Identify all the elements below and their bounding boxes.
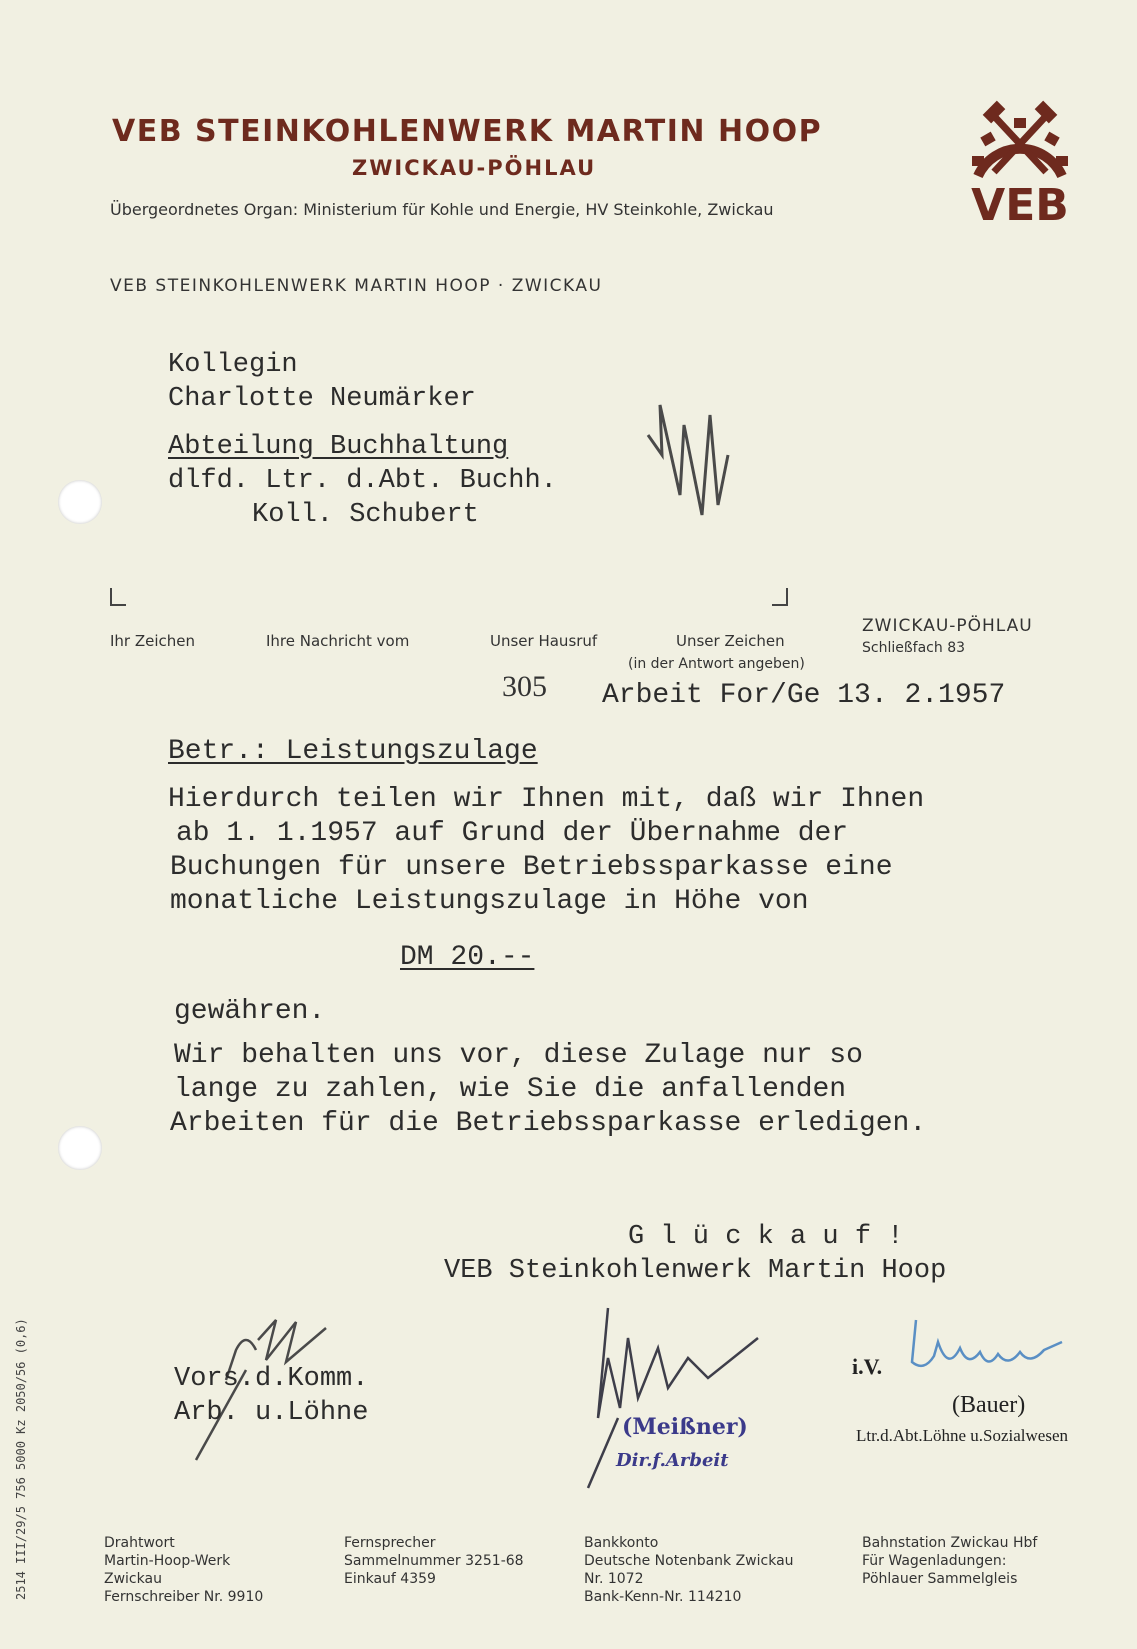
recipient-line-4: dlfd. Ltr. d.Abt. Buchh. bbox=[168, 466, 557, 496]
amount-line: DM 20.-- bbox=[400, 942, 535, 973]
footer-text: Fernschreiber Nr. 9910 bbox=[104, 1589, 264, 1605]
footer-text: Drahtwort bbox=[104, 1535, 175, 1551]
footer-text: Nr. 1072 bbox=[584, 1571, 644, 1587]
label-ihr-zeichen: Ihr Zeichen bbox=[110, 632, 196, 650]
body-line-3: Buchungen für unsere Betriebssparkasse eine bbox=[170, 852, 893, 883]
body-line-7: lange zu zahlen, wie Sie die anfallenden bbox=[174, 1074, 847, 1105]
return-address-line: VEB STEINKOHLENWERK MARTIN HOOP · ZWICKAU bbox=[110, 276, 603, 296]
footer-text: Zwickau bbox=[104, 1571, 162, 1587]
label-antwort-note: (in der Antwort angeben) bbox=[628, 656, 805, 672]
footer-text: Martin-Hoop-Werk bbox=[104, 1553, 231, 1569]
right-signature bbox=[904, 1312, 1074, 1402]
recipient-line-2: Charlotte Neumärker bbox=[168, 384, 476, 414]
closing-company: VEB Steinkohlenwerk Martin Hoop bbox=[444, 1256, 947, 1286]
right-signatory-name: (Bauer) bbox=[952, 1392, 1026, 1418]
side-print: 2514 III/29/5 756 5000 Kz 2050/56 (0,6) bbox=[14, 1318, 28, 1600]
right-iv: i.V. bbox=[852, 1354, 883, 1379]
body-line-1: Hierdurch teilen wir Ihnen mit, daß wir Ihnen bbox=[168, 784, 925, 815]
label-place: ZWICKAU-PÖHLAU bbox=[862, 616, 1033, 636]
label-ihre-nachricht: Ihre Nachricht vom bbox=[266, 632, 410, 650]
body-line-8: Arbeiten für die Betriebssparkasse erledigen. bbox=[170, 1108, 927, 1139]
body-line-6: Wir behalten uns vor, diese Zulage nur so bbox=[174, 1040, 863, 1071]
label-postbox: Schließfach 83 bbox=[862, 640, 966, 656]
footer-text: Für Wagenladungen: bbox=[862, 1553, 1007, 1569]
logo-text: VEB bbox=[971, 180, 1069, 226]
recipient-department: Abteilung Buchhaltung bbox=[168, 432, 509, 462]
footer-text: Pöhlauer Sammelgleis bbox=[862, 1571, 1018, 1587]
punch-hole-top bbox=[58, 480, 102, 524]
left-signatory-line-2: Arb. u.Löhne bbox=[174, 1398, 369, 1428]
left-signatory-line-1: Vors.d.Komm. bbox=[174, 1364, 369, 1394]
footer-phone bbox=[344, 1534, 524, 1588]
right-signatory-title: Ltr.d.Abt.Löhne u.Sozialwesen bbox=[856, 1426, 1068, 1445]
footer-text: Bahnstation Zwickau Hbf bbox=[862, 1535, 1038, 1551]
footer-text: Einkauf 4359 bbox=[344, 1571, 436, 1587]
footer-text: Fernsprecher bbox=[344, 1535, 436, 1551]
footer-rail bbox=[862, 1534, 1037, 1588]
zeichen-and-date: Arbeit For/Ge 13. 2.1957 bbox=[602, 680, 1006, 711]
parent-organization: Übergeordnetes Organ: Ministerium für Kohle und Energie, HV Steinkohle, Zwickau bbox=[110, 200, 774, 219]
initials-signature bbox=[640, 395, 740, 535]
company-name: VEB STEINKOHLENWERK MARTIN HOOP bbox=[112, 114, 823, 149]
body-line-4: monatliche Leistungszulage in Höhe von bbox=[170, 886, 809, 917]
side-print-wrapper bbox=[10, 1240, 40, 1600]
hausruf-value: 305 bbox=[502, 670, 547, 703]
footer-text: Bankkonto bbox=[584, 1535, 659, 1551]
body-line-2: ab 1. 1.1957 auf Grund der Übernahme der bbox=[176, 818, 849, 849]
footer-text: Deutsche Notenbank Zwickau bbox=[584, 1553, 794, 1569]
recipient-line-5: Koll. Schubert bbox=[252, 500, 479, 530]
label-unser-zeichen: Unser Zeichen bbox=[676, 632, 785, 650]
company-location: ZWICKAU-PÖHLAU bbox=[352, 156, 597, 180]
stamp-name: (Meißner) bbox=[622, 1414, 748, 1440]
veb-logo-icon bbox=[960, 98, 1080, 226]
stamp-title: Dir.f.Arbeit bbox=[616, 1450, 729, 1471]
window-mark-left bbox=[110, 588, 126, 606]
footer-telegram bbox=[104, 1534, 263, 1606]
footer-text: Bank-Kenn-Nr. 114210 bbox=[584, 1589, 742, 1605]
recipient-line-1: Kollegin bbox=[168, 350, 298, 380]
label-hausruf: Unser Hausruf bbox=[490, 632, 598, 650]
closing-greeting: G l ü c k a u f ! bbox=[628, 1222, 904, 1252]
veb-logo bbox=[960, 98, 1080, 226]
footer-bank bbox=[584, 1534, 794, 1606]
subject-line: Betr.: Leistungszulage bbox=[168, 736, 538, 767]
footer-text: Sammelnummer 3251-68 bbox=[344, 1553, 524, 1569]
body-line-5: gewähren. bbox=[174, 996, 326, 1027]
punch-hole-bottom bbox=[58, 1126, 102, 1170]
window-mark-right bbox=[772, 588, 788, 606]
